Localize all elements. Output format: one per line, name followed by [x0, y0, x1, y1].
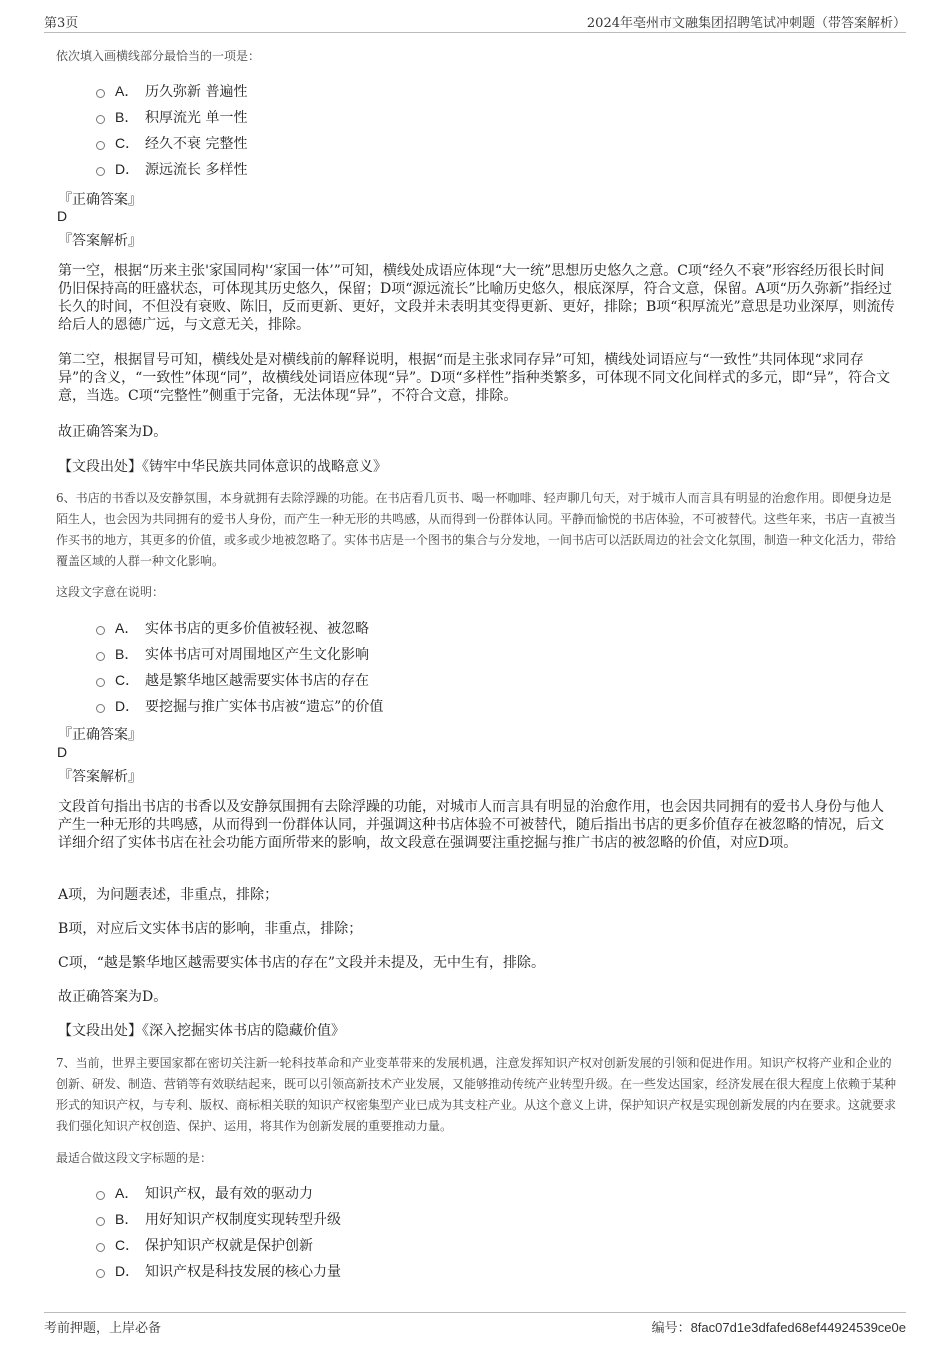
q6-analysis-paragraph: B项，对应后文实体书店的影响，非重点，排除；: [58, 921, 363, 937]
q6-source: 【文段出处】《深入挖掘实体书店的隐藏价值》: [58, 1023, 345, 1039]
radio-icon[interactable]: [96, 626, 105, 635]
radio-icon[interactable]: [96, 115, 105, 124]
q5-answer: D: [57, 208, 68, 224]
page-number: 第3页: [44, 16, 79, 31]
radio-icon[interactable]: [96, 704, 105, 713]
page-header: [44, 12, 906, 33]
q5-prompt: 依次填入画横线部分最恰当的一项是：: [56, 49, 261, 63]
q7-prompt: 最适合做这段文字标题的是：: [56, 1151, 213, 1165]
q7-option-d[interactable]: D． 知识产权是科技发展的核心力量: [96, 1258, 341, 1284]
q6-analysis-paragraph: A项，为问题表述，非重点，排除；: [58, 887, 279, 903]
q6-prompt: 这段文字意在说明：: [56, 585, 165, 599]
q5-option-b[interactable]: B． 积厚流光 单一性: [96, 104, 247, 130]
radio-icon[interactable]: [96, 1191, 105, 1200]
q6-analysis-label: 『答案解析』: [58, 769, 142, 785]
page-footer: [44, 1312, 906, 1335]
q7-stem: 7、当前，世界主要国家都在密切关注新一轮科技革命和产业变革带来的发展机遇，注意发挥知识产权对创新发展的引领和促进作用。知识产权将产业和企业的创新、研发、制造、营销等有效联结起来，既可以引领高新技术产业发展，又能够推动传统产业转型升级。在一些发达国家，经济发展在很大程度上依赖于某种形式的知识产权，与专利、版权、商标相关联的知识产权密集型产业已成为其支柱产业。从这个意义上讲，保护知识产权是实现创新发展的内在要求。这就要求我们强化知识产权创造、保护、运用，将其作为创新发展的重要推动力量。: [56, 1056, 897, 1133]
q6-analysis-paragraph: 文段首句指出书店的书香以及安静氛围拥有去除浮躁的功能，对城市人而言具有明显的治愈作用，也会因共同拥有的爱书人身份与他人产生一种无形的共鸣感，从而得到一份群体认同，并强调这种书店体验不可被替代，随后指出书店的更多价值存在被忽略的情况，后文详细介绍了实体书店在社会功能方面所带来的影响，故文段意在强调要注重挖掘与推广书店的被忽略的价值，对应D项。: [58, 799, 884, 851]
q6-stem: 6、书店的书香以及安静氛围，本身就拥有去除浮躁的功能。在书店看几页书、喝一杯咖啡、轻声聊几句天，对于城市人而言具有明显的治愈作用。即便身边是陌生人，也会因为共同拥有的爱书人身份，而产生一种无形的共鸣感，从而得到一份群体认同。平静而愉悦的书店体验，不可被替代。这些年来，书店一直被当作买书的地方，其更多的价值，或多或少地被忽略了。实体书店是一个图书的集合与分发地，一间书店可以活跃周边的社会文化氛围，制造一种文化活力，带给覆盖区域的人群一种文化影响。: [56, 491, 897, 568]
q6-analysis-conclusion: 故正确答案为D。: [58, 989, 168, 1005]
q6-answer: D: [57, 744, 68, 760]
radio-icon[interactable]: [96, 167, 105, 176]
q5-analysis-label: 『答案解析』: [58, 233, 142, 249]
radio-icon[interactable]: [96, 1243, 105, 1252]
q7-option-b[interactable]: B． 用好知识产权制度实现转型升级: [96, 1206, 341, 1232]
footer-slogan: 考前押题，上岸必备: [44, 1321, 162, 1336]
q5-analysis-paragraph: 第一空，根据“历来主张'家国同构'‘家国一体’”可知，横线处成语应体现“大一统”思想历史悠久之意。C项“经久不衰”形容经历很长时间仍旧保持高的旺盛状态，可体现其历史悠久，保留；D项“源远流长”比喻历史悠久，根底深厚，符合文意，保留。A项“历久弥新”指经过长久的时间，不但没有衰败、陈旧，反而更新、更好，文段并未表明其变得更新、更好，排除；B项“积厚流光”意思是功业深厚，则流传给后人的恩德广远，与文意无关，排除。: [58, 263, 895, 333]
q6-option-d[interactable]: D． 要挖掘与推广实体书店被“遗忘”的价值: [96, 693, 383, 719]
q6-option-a[interactable]: A． 实体书店的更多价值被轻视、被忽略: [96, 615, 383, 641]
q5-source: 【文段出处】《铸牢中华民族共同体意识的战略意义》: [58, 459, 387, 475]
q5-option-a[interactable]: A． 历久弥新 普遍性: [96, 78, 247, 104]
q5-analysis-paragraph: 第二空，根据冒号可知，横线处是对横线前的解释说明，根据“而是主张求同存异”可知，横线处词语应与“一致性”共同体现“求同存异”的含义，“一致性”体现“同”，故横线处词语应体现“异”。D项“多样性”指种类繁多，可体现不同文化间样式的多元，即“异”，符合文意，当选。C项“完整性”侧重于完备，无法体现“异”，不符合文意，排除。: [58, 352, 890, 404]
q6-analysis-paragraph: C项，“越是繁华地区越需要实体书店的存在”文段并未提及，无中生有，排除。: [58, 955, 546, 971]
q7-options: [96, 1180, 341, 1284]
q6-option-c[interactable]: C． 越是繁华地区越需要实体书店的存在: [96, 667, 383, 693]
radio-icon[interactable]: [96, 141, 105, 150]
q6-options: [96, 615, 383, 719]
q6-answer-label: 『正确答案』: [58, 727, 142, 743]
radio-icon[interactable]: [96, 1269, 105, 1278]
q7-option-a[interactable]: A． 知识产权，最有效的驱动力: [96, 1180, 341, 1206]
q5-option-d[interactable]: D． 源远流长 多样性: [96, 156, 247, 182]
q7-option-c[interactable]: C． 保护知识产权就是保护创新: [96, 1232, 341, 1258]
q6-option-b[interactable]: B． 实体书店可对周围地区产生文化影响: [96, 641, 383, 667]
document-title: 2024年亳州市文融集团招聘笔试冲刺题（带答案解析）: [586, 16, 906, 31]
radio-icon[interactable]: [96, 678, 105, 687]
radio-icon[interactable]: [96, 89, 105, 98]
radio-icon[interactable]: [96, 652, 105, 661]
document-serial: 编号：8fac07d1e3dfafed68ef44924539ce0e: [651, 1320, 906, 1335]
q5-options: [96, 78, 247, 182]
q5-answer-label: 『正确答案』: [58, 192, 142, 208]
q5-analysis-conclusion: 故正确答案为D。: [58, 424, 168, 440]
q5-option-c[interactable]: C． 经久不衰 完整性: [96, 130, 247, 156]
radio-icon[interactable]: [96, 1217, 105, 1226]
